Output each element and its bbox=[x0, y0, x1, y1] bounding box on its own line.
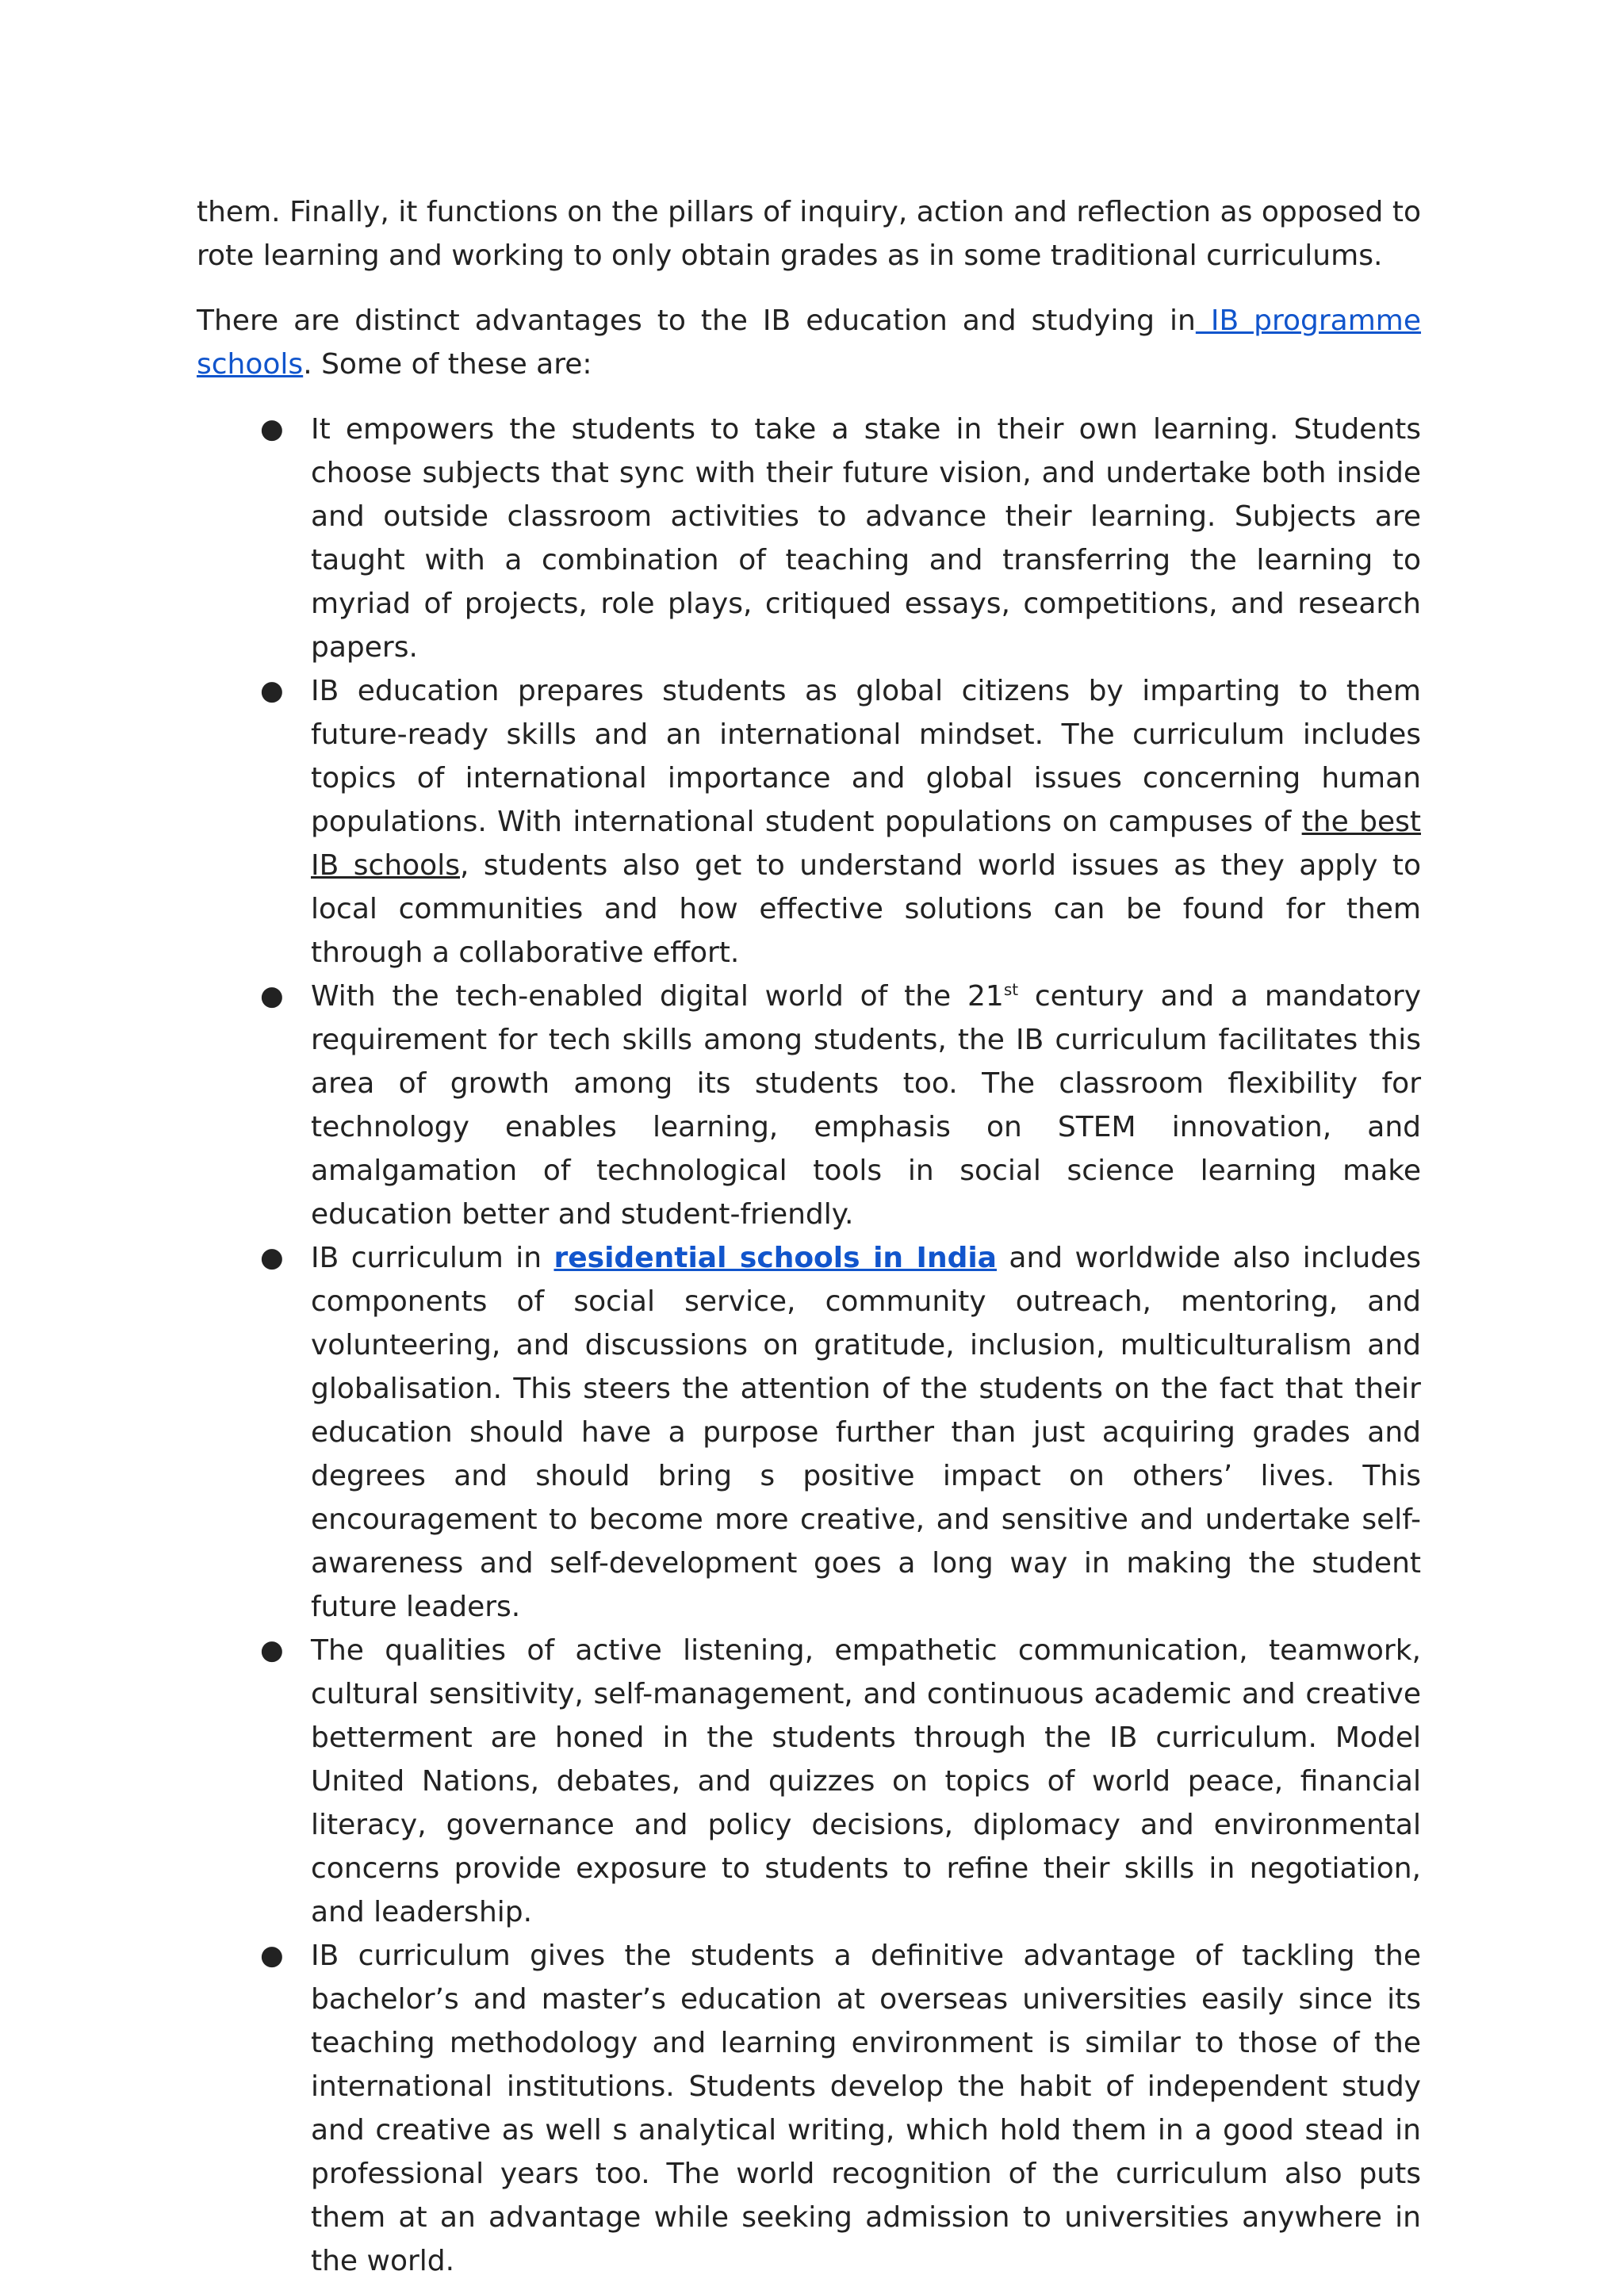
list-item bbox=[197, 1236, 1421, 1629]
list-item-text: It empowers the students to take a stake in their own learning. Students choose subjects that sync with their future vision, and undertake both inside and outside classroom activities to advance their learning. Subjects are taught with a combination of teaching and transferring the learning to myriad of projects, role plays, critiqued essays, competitions, and research papers. bbox=[311, 413, 1421, 664]
residential-schools-india-link[interactable]: residential schools in India bbox=[553, 1242, 997, 1274]
advantages-text-before: There are distinct advantages to the IB education and studying in bbox=[197, 304, 1196, 337]
list-item bbox=[197, 1934, 1421, 2283]
ordinal-superscript: st bbox=[1003, 980, 1019, 999]
intro-text: them. Finally, it functions on the pillars of inquiry, action and reflection as opposed to rote learning and working to only obtain grades as in some traditional curriculums. bbox=[197, 196, 1421, 272]
list-item-text: IB curriculum gives the students a definitive advantage of tackling the bachelor’s and master’s education at overseas universities easily since its teaching methodology and learning environment is similar to those of the international institutions. Students develop the habit of independent study and creative as well s analytical writing, which hold them in a good stead in professional years too. The world recognition of the curriculum also puts them at an advantage while seeking admission to universities anywhere in the world. bbox=[311, 1940, 1421, 2277]
list-item-text: The qualities of active listening, empathetic communication, teamwork, cultural sensitivity, self-management, and continuous academic and creative betterment are honed in the students through the IB curriculum. Model United Nations, debates, and quizzes on topics of world peace, financial literacy, governance and policy decisions, diplomacy and environmental concerns provide exposure to students to refine their skills in negotiation, and leadership. bbox=[311, 1634, 1421, 1928]
intro-paragraph bbox=[197, 190, 1421, 278]
advantages-paragraph bbox=[197, 299, 1421, 386]
bullet-icon: ● bbox=[260, 1242, 284, 1273]
document-body bbox=[197, 190, 1421, 2283]
list-item-text-after: and worldwide also includes components of social service, community outreach, mentoring, and volunteering, and discussions on gratitude, inclusion, multiculturalism and globalisation. This steers the attention of the students on the fact that their education should have a purpose further than just acquiring grades and degrees and should bring s positive impact on others’ lives. This encouragement to become more creative, and sensitive and undertake self-awareness and self-development goes a long way in making the student future leaders. bbox=[311, 1242, 1421, 1623]
bullet-icon: ● bbox=[260, 1940, 284, 1971]
bullet-icon: ● bbox=[260, 1634, 284, 1666]
bullet-icon: ● bbox=[260, 675, 284, 707]
ib-programme-schools-link[interactable]: IB programme schools bbox=[197, 304, 1422, 381]
list-item-text-before: IB education prepares students as global citizens by imparting to them future-ready skills and an international mindset. The curriculum includes topics of international importance and global issues concerning human populations. With international student populations on campuses of bbox=[311, 675, 1421, 838]
best-ib-schools-link[interactable]: the best IB schools bbox=[311, 806, 1421, 882]
list-item-text-before: With the tech-enabled digital world of the 21 bbox=[311, 980, 1004, 1013]
list-item-text-after: , students also get to understand world issues as they apply to local communities and how effective solutions can be found for them through a collaborative effort. bbox=[311, 849, 1421, 969]
advantages-list bbox=[197, 408, 1421, 2283]
bullet-icon: ● bbox=[260, 413, 284, 445]
list-item bbox=[197, 408, 1421, 669]
list-item bbox=[197, 669, 1421, 975]
bullet-icon: ● bbox=[260, 980, 284, 1012]
list-item bbox=[197, 1629, 1421, 1934]
list-item-text-before: IB curriculum in bbox=[311, 1242, 554, 1274]
advantages-text-after: . Some of these are: bbox=[303, 348, 592, 381]
list-item-text-after: century and a mandatory requirement for tech skills among students, the IB curriculum facilitates this area of growth among its students too. The classroom flexibility for technology enables learning, emphasis on STEM innovation, and amalgamation of technological tools in social science learning make education better and student-friendly. bbox=[311, 980, 1421, 1231]
list-item bbox=[197, 975, 1421, 1236]
